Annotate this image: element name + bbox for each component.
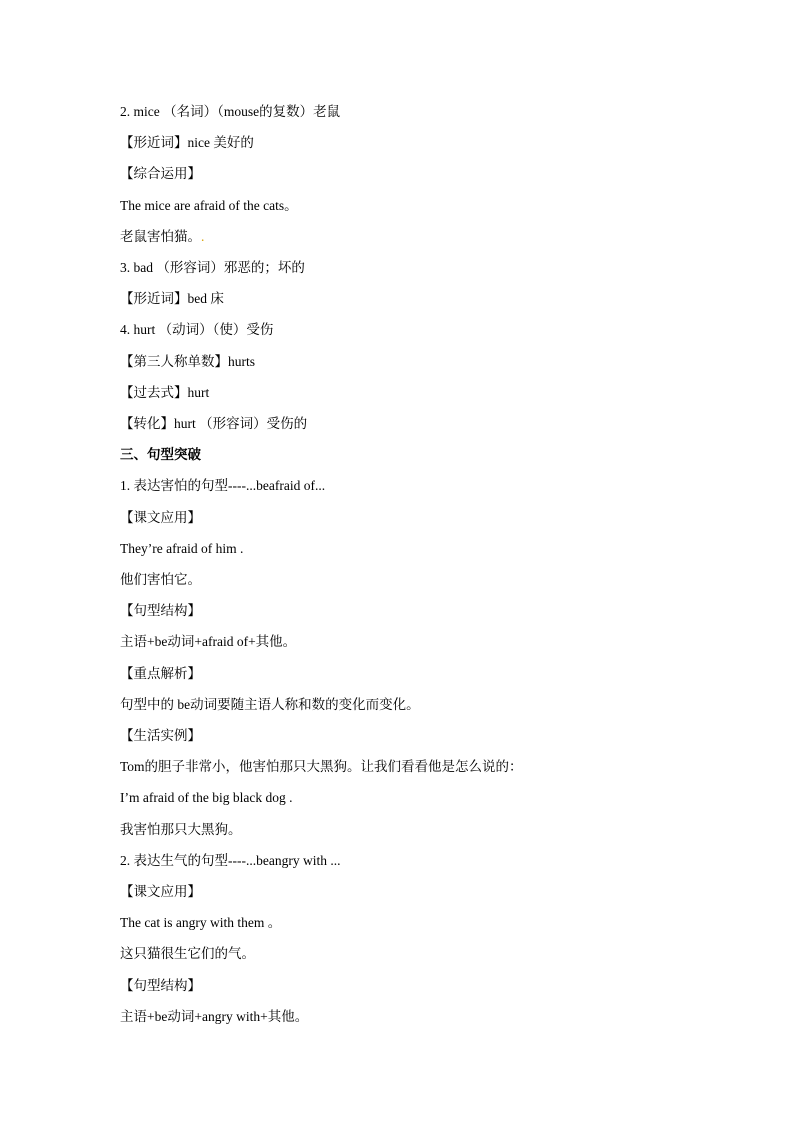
line-text: I’m afraid of the big black dog .: [120, 790, 293, 806]
section-heading: [120, 443, 720, 467]
text-line: [120, 412, 720, 436]
text-line: [120, 974, 720, 998]
text-line: [120, 506, 720, 530]
line-text: 句型中的 be动词要随主语人称和数的变化而变化。: [120, 696, 420, 712]
line-text: 我害怕那只大黑狗。: [120, 821, 242, 837]
line-text: The mice are afraid of the cats。: [120, 197, 298, 213]
text-line: [120, 630, 720, 654]
line-text: 4. hurt （动词）（使）受伤: [120, 322, 274, 338]
line-text: 【过去式】hurt: [120, 384, 210, 400]
line-text: 主语+be动词+angry with+其他。: [120, 1008, 309, 1024]
line-text: The cat is angry with them 。: [120, 915, 282, 931]
text-line: [120, 911, 720, 935]
line-text: 2. 表达生气的句型----...beangry with ...: [120, 852, 341, 868]
text-line: [120, 662, 720, 686]
text-line: [120, 942, 720, 966]
line-text: 这只猫很生它们的气。: [120, 946, 255, 962]
line-text: They’re afraid of him .: [120, 540, 244, 556]
line-text: 【第三人称单数】hurts: [120, 353, 255, 369]
line-text: 1. 表达害怕的句型----...beafraid of...: [120, 478, 326, 494]
text-line: [120, 100, 720, 124]
text-line: [120, 162, 720, 186]
line-text: 3. bad （形容词）邪恶的；坏的: [120, 260, 305, 275]
line-text: 【生活实例】: [120, 728, 201, 743]
text-line: [120, 568, 720, 592]
line-text: 【形近词】nice 美好的: [120, 135, 254, 151]
trailing-mark: .: [201, 228, 205, 244]
text-line: [120, 350, 720, 374]
text-line: [120, 225, 720, 249]
line-text: 【转化】hurt （形容词）受伤的: [120, 416, 308, 431]
text-line: [120, 1005, 720, 1029]
text-line: [120, 287, 720, 311]
line-text: 【综合运用】: [120, 166, 201, 182]
line-text: 他们害怕它。: [120, 572, 201, 587]
text-line: [120, 786, 720, 810]
line-text: 【课文应用】: [120, 509, 201, 525]
line-text: 主语+be动词+afraid of+其他。: [120, 634, 297, 650]
text-line: [120, 755, 720, 779]
text-line: [120, 599, 720, 623]
text-line: [120, 256, 720, 280]
text-line: [120, 849, 720, 873]
line-text: 【句型结构】: [120, 603, 201, 619]
line-text: 【形近词】bed 床: [120, 291, 224, 307]
text-line: [120, 537, 720, 561]
text-line: [120, 318, 720, 342]
text-line: [120, 381, 720, 405]
line-text: 【重点解析】: [120, 665, 201, 681]
line-text: 老鼠害怕猫。: [120, 228, 201, 244]
line-text: 2. mice （名词）（mouse的复数）老鼠: [120, 104, 341, 119]
text-line: [120, 131, 720, 155]
text-line: [120, 693, 720, 717]
line-text: 三、句型突破: [120, 447, 201, 463]
line-text: 【课文应用】: [120, 884, 201, 899]
line-text: 【句型结构】: [120, 977, 201, 993]
text-line: [120, 818, 720, 842]
text-line: [120, 724, 720, 748]
text-line: [120, 474, 720, 498]
line-text: Tom的胆子非常小，他害怕那只大黑狗。让我们看看他是怎么说的：: [120, 759, 523, 775]
text-line: [120, 880, 720, 904]
text-line: [120, 194, 720, 218]
